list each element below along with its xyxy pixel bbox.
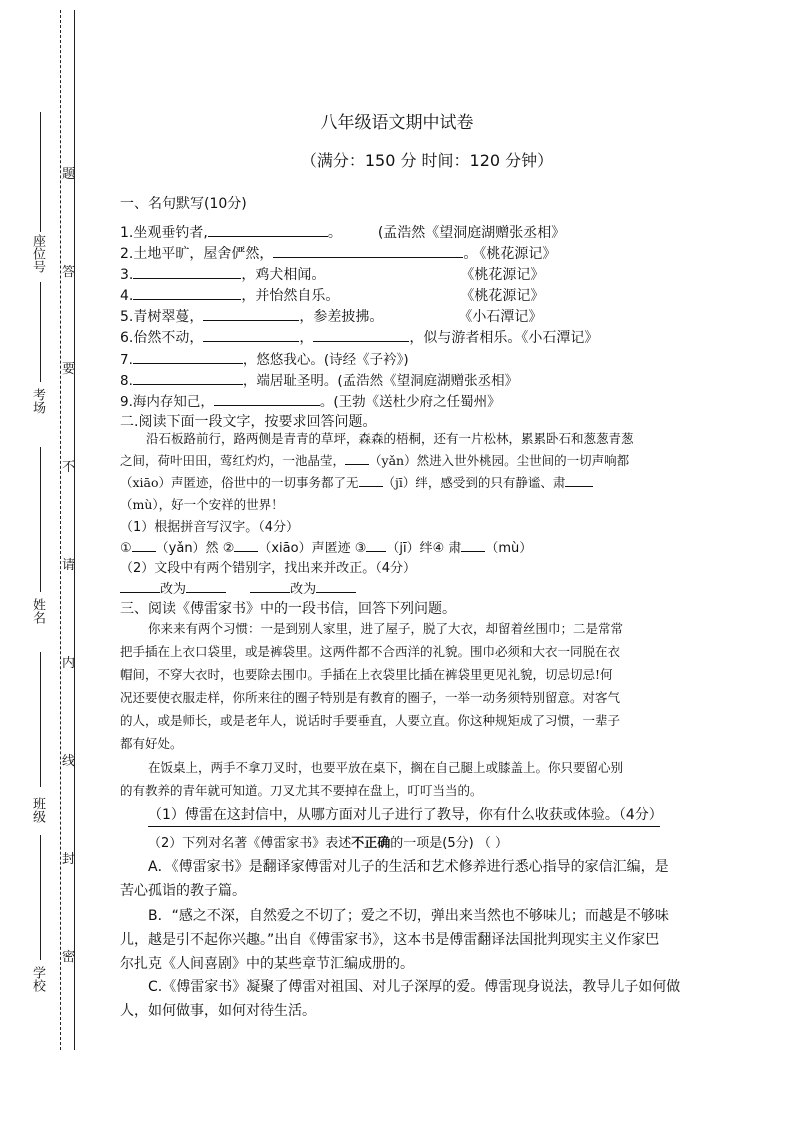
answer-line[interactable]: [148, 826, 660, 827]
question-3-2: （2）下列对名著《傅雷家书》表述不正确的一项是(5分) （ ）: [148, 836, 508, 851]
typo-fix-row: 改为 改为: [120, 578, 356, 597]
school-blank: [40, 835, 41, 960]
answer-blank[interactable]: [132, 537, 156, 552]
school-label: 学校: [30, 966, 45, 992]
option-c: C.《傅雷家书》凝聚了傅雷对祖国、对儿子深厚的爱。傅雷现身说法，教导儿子如何做 人，如何做事，如何对待生活。: [120, 979, 681, 1019]
recite-item-9: 9.海内存知己， 。(王勃《送杜少府之任蜀州》: [120, 390, 501, 410]
seal-char: 不: [62, 460, 76, 475]
recite-item-3: 3. ，鸡犬相闻。 《桃花源记》: [120, 264, 544, 284]
recite-item-8: 8. ，端居耻圣明。(孟浩然《望洞庭湖赠张丞相》: [120, 369, 518, 389]
answer-blank[interactable]: [234, 537, 258, 552]
recite-item-1: 1.坐观垂钓者, 。 (孟浩然《望洞庭湖赠张丞相》: [120, 222, 565, 242]
passage-line: 沿石板路前行，路两侧是青青的草坪，森森的梧桐，还有一片松林，累累卧石和葱葱青葱: [146, 431, 634, 446]
letter-line: 你来来有两个习惯：一是到别人家里，进了屋子，脱了大衣，却留着丝围巾；二是常常: [148, 621, 624, 636]
section-1-heading: 一、名句默写(10分): [120, 196, 247, 212]
section-3-heading: 三、阅读《傅雷家书》中的一段书信，回答下列问题。: [120, 601, 456, 617]
page-title: 八年级语文期中试卷: [320, 113, 474, 133]
answer-blank[interactable]: [565, 474, 593, 487]
class-label: 班级: [30, 797, 45, 823]
recite-item-2: 2.土地平旷，屋舍俨然， 。 《桃花源记》: [120, 243, 556, 263]
answer-blank[interactable]: [461, 537, 485, 552]
letter-line: 都有好处。: [120, 736, 183, 751]
recite-item-5: 5.青树翠蔓， ，参差披拂。 《小石潭记》: [120, 306, 542, 326]
exam-room-blank: [40, 282, 41, 382]
recite-item-7: 7. ，悠悠我心。(诗经《子衿》): [120, 348, 409, 368]
seal-char: 答: [62, 265, 76, 280]
seal-char: 密: [62, 950, 76, 965]
seat-number-label: 座位号: [30, 234, 45, 273]
recite-item-6: 6.佁然不动， ， ，似与游者相乐。《小石潭记》: [120, 327, 598, 347]
answer-blank[interactable]: [133, 370, 243, 385]
recite-item-4: 4. ，并怡然自乐。 《桃花源记》: [120, 285, 544, 305]
answer-blank[interactable]: [133, 285, 241, 300]
option-b: B．“感之不深，自然爱之不切了；爱之不切，弹出来当然也不够味儿；而越是不够味 儿，越是引不起你兴趣。”出自《傅雷家书》，这本书是傅雷翻译法国批判现实主义作家巴 尔扎克《人间喜剧》中的某些章节汇编成册的。: [120, 908, 669, 972]
answer-blank[interactable]: [214, 391, 320, 406]
letter-line: 把手插在上衣口袋里，或是裤袋里。这两件都不合西洋的礼貌。围巾必须和大衣一同脱在衣: [120, 644, 621, 659]
answer-blank[interactable]: [313, 327, 409, 342]
seal-char: 要: [62, 362, 76, 377]
answer-blank[interactable]: [120, 578, 160, 593]
exam-room-label: 考场: [30, 388, 45, 414]
seal-char: 内: [62, 656, 76, 671]
answer-blank[interactable]: [273, 243, 463, 258]
answer-blank[interactable]: [345, 452, 369, 465]
passage-line: （xiāo）声匿迹，俗世中的一切事务都了无 （jī）绊，感受到的只有静谧、肃: [120, 472, 680, 494]
class-blank: [40, 652, 41, 787]
seal-char: 请: [62, 558, 76, 573]
pinyin-answers: ① （yǎn）然 ② （xiāo）声匿迹 ③ （jī）绊④ 肃 （mù）: [120, 537, 532, 556]
passage-line: （mù），好一个安祥的世界！: [120, 497, 284, 512]
name-label: 姓名: [30, 598, 45, 624]
answer-blank[interactable]: [203, 306, 299, 321]
name-blank: [40, 447, 41, 592]
letter-line: 的人，或是师长，或是老年人，说话时手要垂直，人要立直。你这种规矩成了习惯，一辈子: [120, 713, 621, 728]
question-2-1: （1）根据拼音写汉字。（4分）: [120, 520, 300, 535]
answer-blank[interactable]: [133, 264, 241, 279]
seal-char: 线: [62, 754, 76, 769]
answer-blank[interactable]: [250, 578, 290, 593]
section-2-heading: 二.阅读下面一段文字，按要求回答问题。: [120, 414, 377, 430]
letter-line: 在饭桌上，两手不拿刀叉时，也要平放在桌下，搁在自己腿上或膝盖上。你只要留心别: [148, 760, 624, 775]
letter-line: 的有教养的青年就可知道。刀叉尤其不要掉在盘上，叮叮当当的。: [120, 783, 483, 798]
seal-char: 题: [62, 167, 76, 182]
question-3-1: （1）傅雷在这封信中，从哪方面对儿子进行了教导，你有什么收获或体验。（4分）: [148, 807, 663, 823]
seal-char: 封: [62, 852, 76, 867]
page-subtitle: （满分：150 分 时间：120 分钟）: [300, 151, 554, 170]
question-2-2: （2）文段中有两个错别字，找出来并改正。（4分）: [120, 561, 417, 576]
passage-line: 之间，荷叶田田，莺红灼灼，一池晶莹， （yǎn）然进入世外桃园。尘世间的一切声响都: [120, 453, 630, 468]
option-a: A．《傅雷家书》是翻译家傅雷对儿子的生活和艺术修养进行悉心指导的家信汇编，是 苦心孤诣的教子篇。: [120, 859, 669, 899]
letter-line: 帽间，不穿大衣时，也要除去围巾。手插在上衣袋里比插在裤袋里更见礼貌，切忌切忌!何: [120, 667, 613, 682]
letter-line: 况还要使衣服走样，你所来往的圈子特别是有教育的圈子，一举一动务须特别留意。对客气: [120, 690, 621, 705]
answer-blank[interactable]: [366, 537, 386, 552]
answer-blank[interactable]: [133, 349, 243, 364]
answer-blank[interactable]: [359, 474, 383, 487]
answer-blank[interactable]: [316, 578, 356, 593]
answer-blank[interactable]: [208, 222, 328, 237]
answer-blank[interactable]: [203, 327, 299, 342]
answer-blank[interactable]: [186, 578, 226, 593]
